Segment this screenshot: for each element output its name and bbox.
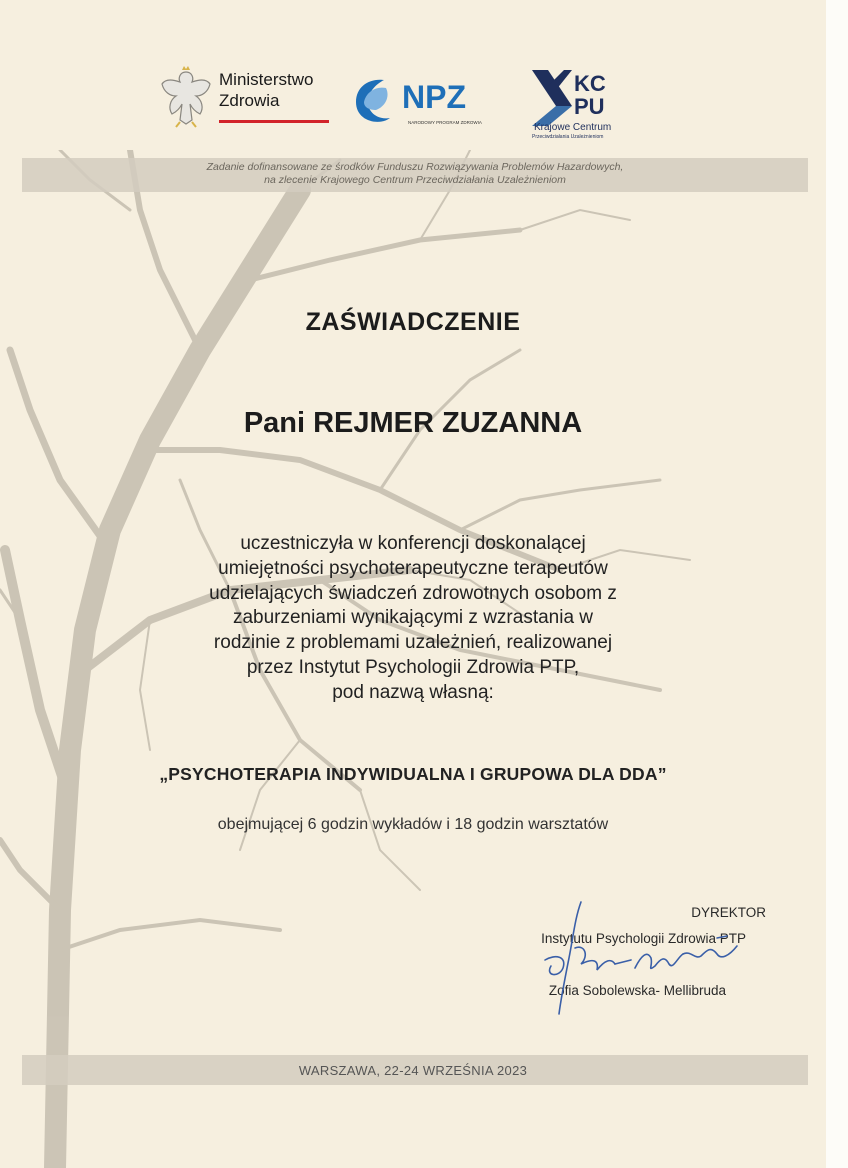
certificate-body <box>113 532 713 706</box>
kcpu-logo <box>528 66 628 140</box>
funding-line2: na zlecenie Krajowego Centrum Przeciwdziałania Uzależnieniom <box>264 174 566 186</box>
program-title: „PSYCHOTERAPIA INDYWIDUALNA I GRUPOWA DLA DDA” <box>159 764 667 784</box>
body-line: pod nazwą własną: <box>332 681 494 703</box>
ministry-line1: Ministerstwo <box>219 70 314 89</box>
ministry-name <box>219 69 313 111</box>
funding-note <box>22 161 808 187</box>
kcpu-line2: PU <box>574 94 605 119</box>
kcpu-x-mark-icon <box>532 70 572 126</box>
npz-text: NPZ <box>402 79 466 115</box>
logo-row <box>0 60 826 140</box>
body-line: umiejętności psychoterapeutyczne terapeutów <box>218 557 608 579</box>
npz-logo <box>350 72 490 130</box>
place-and-date: WARSZAWA, 22-24 WRZEŚNIA 2023 <box>298 1063 528 1078</box>
npz-swirl-icon <box>356 80 390 122</box>
body-line: uczestniczyła w konferencji doskonalącej <box>240 533 586 554</box>
body-line: zaburzeniami wynikającymi z wzrastania w <box>232 607 594 629</box>
kcpu-subtitle: Przeciwdziałania Uzależnieniom <box>532 134 604 140</box>
body-line: przez Instytut Psychologii Zdrowia PTP, <box>246 656 580 678</box>
eagle-emblem-icon <box>158 66 214 128</box>
hours-text: obejmującej 6 godzin wykładów i 18 godzin warsztatów <box>217 816 609 833</box>
page-margin <box>826 0 848 1168</box>
signatory-name: Zofia Sobolewska- Mellibruda <box>548 983 726 998</box>
handwritten-signature <box>515 898 745 1016</box>
body-line: rodzinie z problemami uzależnień, realizowanej <box>213 632 613 654</box>
funding-line1: Zadanie dofinansowane ze środków Funduszu Rozwiązywania Problemów Hazardowych, <box>206 161 624 173</box>
signatory-role: DYREKTOR <box>691 905 766 920</box>
body-line: udzielających świadczeń zdrowotnych osobom z <box>209 582 617 604</box>
certificate-title: ZAŚWIADCZENIE <box>305 308 521 336</box>
ministry-red-bar <box>219 120 329 123</box>
npz-subtitle: NARODOWY PROGRAM ZDROWIA <box>408 120 482 125</box>
recipient-name: Pani REJMER ZUZANNA <box>243 407 583 439</box>
signatory-institution: Instytutu Psychologii Zdrowia PTP <box>541 931 746 946</box>
kcpu-name: Krajowe Centrum <box>534 122 612 133</box>
ministry-line2: Zdrowia <box>219 91 280 110</box>
kcpu-line1: KC <box>574 71 606 96</box>
